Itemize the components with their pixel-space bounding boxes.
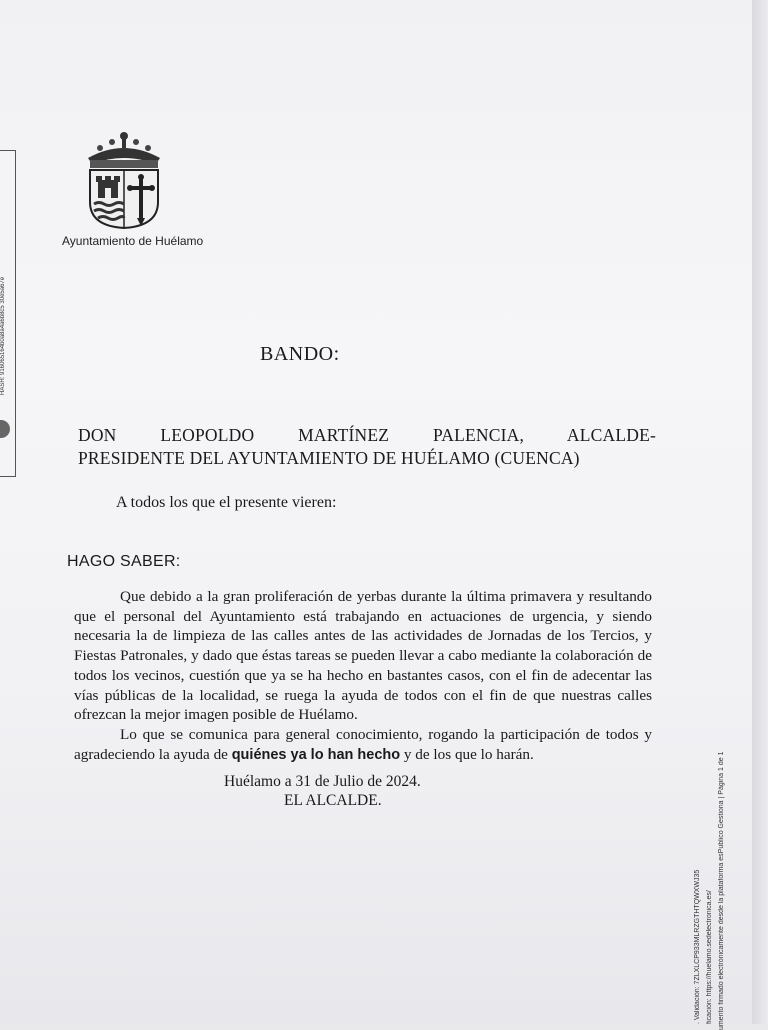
coat-of-arms-icon [80,130,168,230]
mayor-heading-line1: DON LEOPOLDO MARTÍNEZ PALENCIA, ALCALDE- [78,425,656,445]
page-edge [752,0,768,1024]
page-footer-note: umento firmado electrónicamente desde la plataforma esPublico Gestiona | Página 1 de 1 [718,751,725,1030]
paragraph-2-bold: quiénes ya lo han hecho [231,746,401,763]
greeting: A todos los que el presente vieren: [116,494,337,511]
paragraph-2-end: y de los que lo harán. [400,745,534,763]
document-title: BANDO: [260,343,340,365]
hash-code: HASH: 916065164b0a8a4a6b8c5 30e5a67e [0,276,6,395]
body-text [74,587,652,765]
paragraph-2-start: Lo que se comunica para general conocimiento, rogando la participación de todos y agradeciendo la ayuda de [74,725,652,763]
validation-code: . Validación: 7ZLXLCP933MLRZGTHTQWXWJ35 [694,869,701,1024]
paragraph-1: Que debido a la gran proliferación de yerbas durante la última primavera y resultando que el personal del Ayuntamiento está trabajando en actuaciones de urgencia, y siendo necesaria la de limpieza de las calles antes de las actividades de Jornadas de los Tercios, y Fiestas Patronales, y dado que éstas tareas se pueden llevar a cabo mediante la colaboración de todos los vecinos, cuestión que ya se ha hecho en bastantes casos, con el fin de adecentar las vías públicas de la localidad, se ruega la ayuda de todos con el fin de que nuestras calles ofrezcan la mejor imagen posible de Huélamo. [74,588,652,724]
verification-url: ficación: https://huelamo.sedelectronica.es/ [706,890,713,1024]
hago-saber-heading: HAGO SABER: [67,553,181,570]
municipality-name: Ayuntamiento de Huélamo [62,234,204,248]
place-and-date: Huélamo a 31 de Julio de 2024. [224,773,421,790]
mayor-heading-line2: PRESIDENTE DEL AYUNTAMIENTO DE HUÉLAMO (CUENCA) [78,448,580,468]
signer: EL ALCALDE. [284,792,382,809]
paragraph-2 [74,725,652,765]
